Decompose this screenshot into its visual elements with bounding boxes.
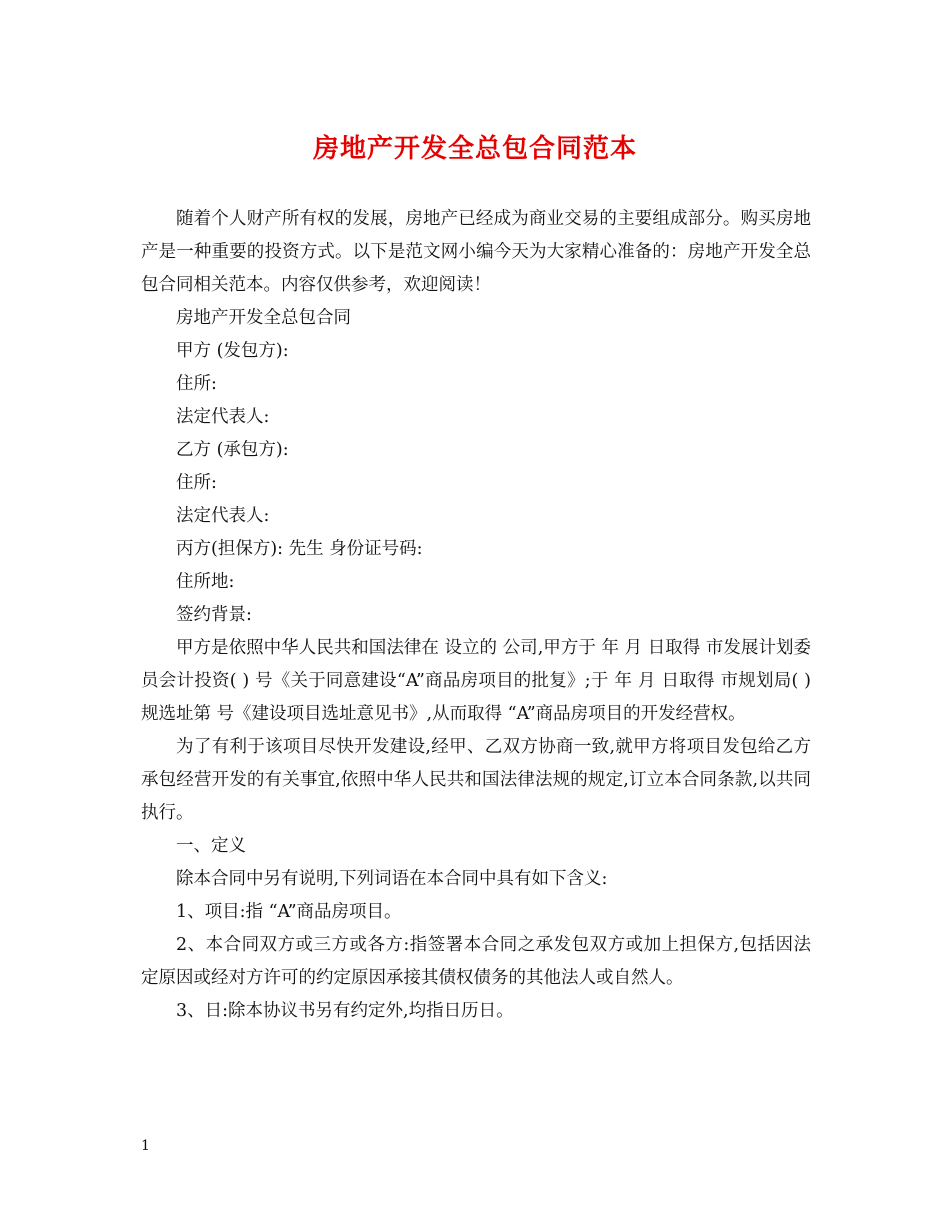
definitions-intro: 除本合同中另有说明,下列词语在本合同中具有如下含义: [176, 869, 608, 889]
document-body [141, 203, 811, 1028]
definition-item: 2、本合同双方或三方或各方:指签署本合同之承发包双方或加上担保方,包括因法定原因或经对方许可的约定原因承接其债权债务的其他法人或自然人。 [141, 935, 811, 988]
party-c-address-line: 住所地: [176, 572, 235, 592]
definition-item: 3、日:除本协议书另有约定外,均指日历日。 [176, 1001, 514, 1021]
purpose-paragraph: 为了有利于该项目尽快开发建设,经甲、乙双方协商一致,就甲方将项目发包给乙方承包经营开发的有关事宜,依照中华人民共和国法律法规的规定,订立本合同条款,以共同执行。 [141, 737, 811, 823]
background-paragraph: 甲方是依照中华人民共和国法律在 设立的 公司,甲方于 年 月 日取得 市发展计划委员会计投资( ) 号《关于同意建设“A”商品房项目的批复》;于 年 月 日取得 市规划局( )规选址第 号《建设项目选址意见书》,从而取得 “A”商品房项目的开发经营权。 [141, 638, 811, 724]
page-number: 1 [141, 1138, 150, 1154]
party-a-address-line: 住所: [176, 374, 217, 394]
section-definitions-heading: 一、定义 [176, 836, 246, 856]
party-b-representative-line: 法定代表人: [176, 506, 270, 526]
document-title: 房地产开发全总包合同范本 [312, 134, 637, 164]
contract-heading: 房地产开发全总包合同 [176, 308, 351, 328]
definition-item: 1、项目:指 “A”商品房项目。 [176, 902, 402, 922]
party-b-address-line: 住所: [176, 473, 217, 493]
party-a-representative-line: 法定代表人: [176, 407, 270, 427]
party-a-line: 甲方 (发包方): [176, 341, 289, 361]
signing-background-heading: 签约背景: [176, 605, 252, 625]
intro-paragraph: 随着个人财产所有权的发展，房地产已经成为商业交易的主要组成部分。购买房地产是一种重要的投资方式。以下是范文网小编今天为大家精心准备的：房地产开发全总包合同相关范本。内容仅供参考，欢迎阅读！ [141, 209, 811, 295]
party-b-line: 乙方 (承包方): [176, 440, 289, 460]
party-c-line: 丙方(担保方): 先生 身份证号码: [176, 539, 423, 559]
